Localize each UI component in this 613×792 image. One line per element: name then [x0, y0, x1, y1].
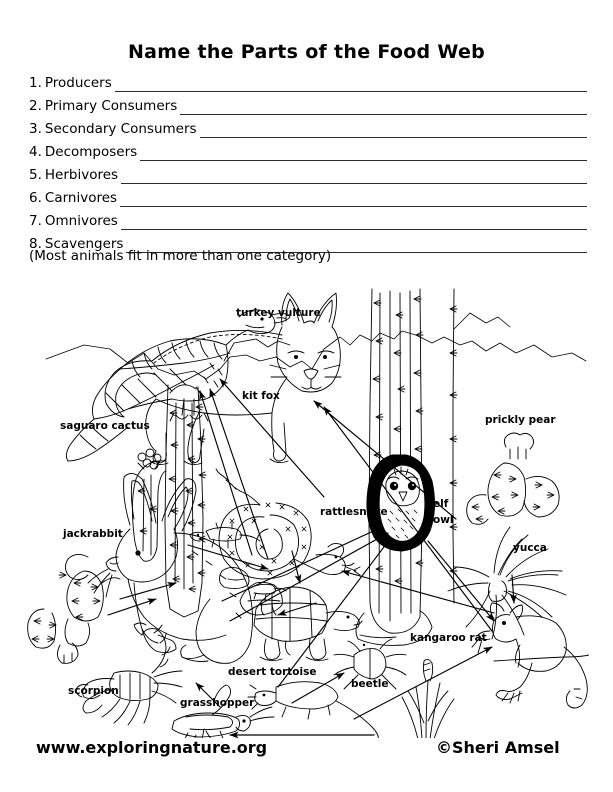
- prompt-label-primary-consumers: Primary Consumers: [44, 98, 178, 114]
- arrow-jackrabbit-to-rattlesnake: [188, 545, 268, 569]
- label-rattlesnake: rattlesnake: [320, 506, 388, 518]
- prompt-number: 1.: [29, 75, 42, 91]
- prompt-number: 6.: [29, 190, 42, 206]
- prompt-label-secondary-consumers: Secondary Consumers: [44, 121, 197, 137]
- footer-copyright: ©Sheri Amsel: [436, 738, 560, 757]
- kangaroo-rat-illustration: [472, 603, 589, 708]
- prompt-number: 4.: [29, 144, 42, 160]
- elf-owl-illustration: [367, 455, 435, 551]
- grasshopper-illustration: [172, 685, 274, 738]
- label-saguaro-cactus: saguaro cactus: [60, 420, 150, 432]
- prompt-row-decomposers: [29, 138, 587, 161]
- turkey-vulture-illustration: [66, 310, 290, 461]
- rattlesnake-illustration: [216, 469, 360, 579]
- answer-line-omnivores[interactable]: [121, 216, 587, 230]
- answer-line-herbivores[interactable]: [121, 170, 587, 184]
- label-turkey-vulture: turkey vulture: [236, 307, 321, 319]
- arrow-tortoise-to-kangaroorat: [428, 541, 494, 621]
- answer-line-carnivores[interactable]: [120, 193, 587, 207]
- label-desert-tortoise: desert tortoise: [228, 666, 317, 678]
- prickly-pear-right-illustration: [467, 433, 559, 524]
- prompt-row-producers: [29, 69, 587, 92]
- prompt-label-carnivores: Carnivores: [44, 190, 118, 206]
- arrow-plant-to-tortoise: [278, 603, 316, 615]
- prompt-number: 5.: [29, 167, 42, 183]
- label-beetle: beetle: [351, 678, 389, 690]
- prompt-label-scavengers: Scavengers: [44, 236, 124, 252]
- arrow-pricklypear-to-jackrabbit: [108, 599, 156, 615]
- arrow-kangaroorat-to-kitfox: [324, 407, 492, 631]
- prompt-label-omnivores: Omnivores: [44, 213, 118, 229]
- prompt-label-decomposers: Decomposers: [44, 144, 138, 160]
- prompt-row-secondary-consumers: [29, 115, 587, 138]
- category-note: (Most animals fit in more than one category): [29, 248, 332, 264]
- label-elf-owl-line1: elf: [433, 498, 449, 510]
- prompt-label-herbivores: Herbivores: [44, 167, 119, 183]
- prompt-number: 3.: [29, 121, 42, 137]
- answer-line-producers[interactable]: [115, 78, 587, 92]
- label-yucca: yucca: [513, 542, 547, 554]
- label-kit-fox: kit fox: [242, 390, 280, 402]
- yucca-illustration: [448, 527, 566, 639]
- prompt-row-omnivores: [29, 207, 587, 230]
- prompt-row-primary-consumers: [29, 92, 587, 115]
- arrow-grasshopper-to-elfowl: [222, 527, 382, 601]
- prompt-number: 8.: [29, 236, 42, 252]
- mesa-horizon-line: [46, 313, 586, 379]
- cactus-flower: [138, 449, 161, 469]
- page-title: Name the Parts of the Food Web: [127, 41, 486, 63]
- prompt-number: 7.: [29, 213, 42, 229]
- prompt-row-carnivores: [29, 184, 587, 207]
- answer-line-primary-consumers[interactable]: [180, 101, 587, 115]
- prompt-row-herbivores: [29, 161, 587, 184]
- arrow-kangaroorat-to-rattlesnake: [342, 571, 494, 613]
- prompt-list: [29, 69, 587, 253]
- label-kangaroo-rat: kangaroo rat: [410, 632, 487, 644]
- label-scorpion: scorpion: [68, 685, 119, 697]
- food-web-illustration: [24, 283, 589, 738]
- label-grasshopper: grasshopper: [180, 697, 255, 709]
- lizard-small-illustration: [190, 523, 260, 548]
- answer-line-decomposers[interactable]: [140, 147, 587, 161]
- answer-line-secondary-consumers[interactable]: [200, 124, 587, 138]
- saguaro-column-far-right: [450, 289, 457, 603]
- prompt-number: 2.: [29, 98, 42, 114]
- label-prickly-pear: prickly pear: [485, 414, 556, 426]
- prompt-label-producers: Producers: [44, 75, 112, 91]
- prickly-pear-left-illustration: [28, 554, 120, 663]
- label-elf-owl-line2: owl: [433, 514, 454, 526]
- footer-website[interactable]: www.exploringnature.org: [36, 738, 268, 757]
- label-jackrabbit: jackrabbit: [63, 528, 123, 540]
